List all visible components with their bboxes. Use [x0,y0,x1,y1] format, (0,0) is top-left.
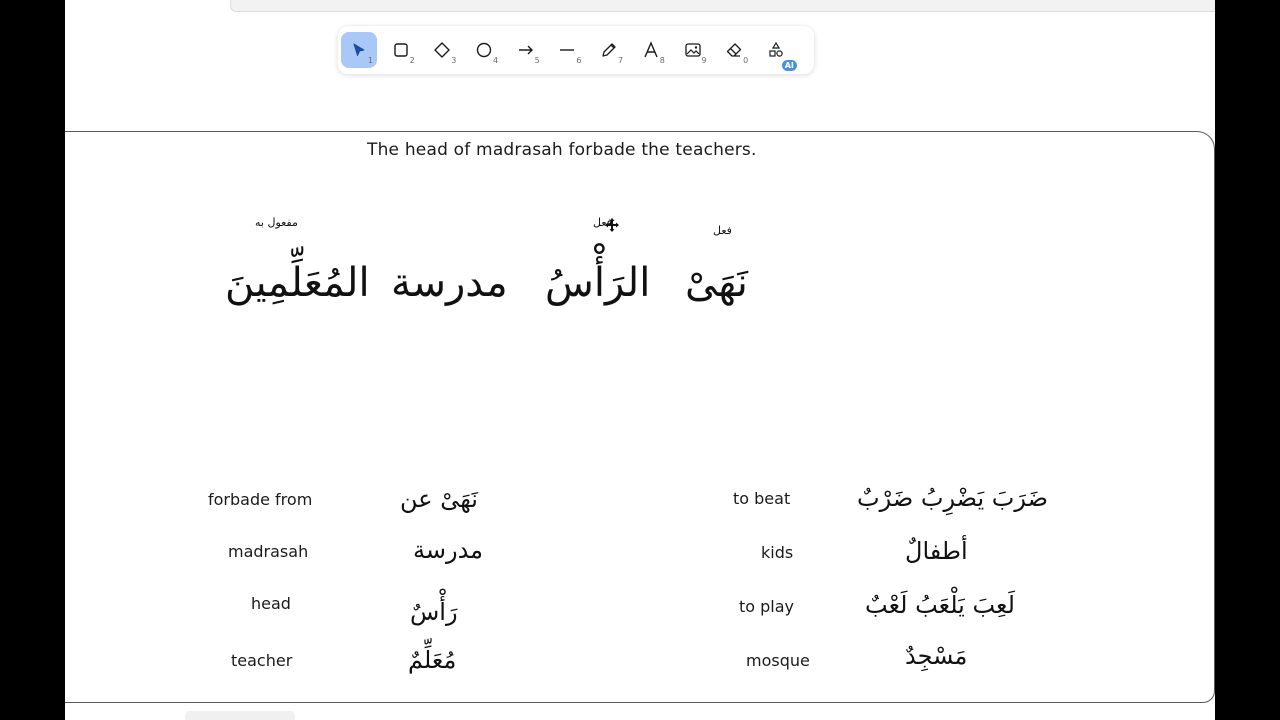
vocab-right-en-2[interactable]: to play [739,597,795,616]
vocab-right-ar-0[interactable]: ضَرَبَ يَضْرِبُ ضَرْبٌ [857,484,1049,512]
vocab-left-ar-2[interactable]: رَأْسٌ [410,598,458,626]
word-madrasah[interactable]: مدرسة [391,260,508,306]
vocab-right-en-1[interactable]: kids [761,543,794,562]
ellipse-icon [475,41,493,59]
arrow-tool[interactable]: 5 [508,32,544,68]
vocab-left-ar-1[interactable]: مدرسة [413,536,484,564]
text-icon [642,41,660,59]
drawing-toolbar [338,26,814,74]
top-bar [230,0,1215,12]
selection-tool[interactable]: 1 [341,32,377,68]
label-faail[interactable]: فعل [593,216,612,229]
word-teachers[interactable]: المُعَلِّمِينَ [225,260,370,306]
image-tool[interactable]: 9 [675,32,711,68]
bottom-panel-tab [185,711,295,720]
ellipse-tool[interactable]: 4 [466,32,502,68]
arrow-icon [517,41,535,59]
pencil-icon [600,41,618,59]
text-tool[interactable]: 8 [633,32,669,68]
english-sentence[interactable]: The head of madrasah forbade the teachers. [367,140,757,160]
move-cursor-icon [605,218,619,232]
vocab-left-en-0[interactable]: forbade from [208,490,313,509]
pointer-icon [350,41,368,59]
draw-tool[interactable]: 7 [591,32,627,68]
rectangle-tool[interactable]: 2 [383,32,419,68]
shapes-icon [767,41,785,59]
vocab-right-en-0[interactable]: to beat [733,489,791,508]
word-verb[interactable]: نَهَىْ [685,260,748,306]
vocab-left-en-3[interactable]: teacher [231,651,293,670]
rectangle-icon [392,41,410,59]
vocab-left-ar-3[interactable]: مُعَلِّمٌ [408,646,457,674]
word-head[interactable]: الرَأْسُ [545,260,651,306]
label-fail[interactable]: فعل [713,224,732,237]
whiteboard-canvas[interactable] [65,0,1215,720]
vocab-left-en-2[interactable]: head [251,594,291,613]
eraser-icon [725,41,743,59]
vocab-right-ar-1[interactable]: أطفالٌ [905,537,968,565]
vocab-left-ar-0[interactable]: نَهَىْ عن [400,485,478,513]
drawing-frame[interactable] [65,131,1215,703]
eraser-tool[interactable]: 0 [716,32,752,68]
vocab-right-en-3[interactable]: mosque [746,651,810,670]
more-shapes-tool[interactable] [758,32,794,68]
label-maful[interactable]: مفعول به [255,216,298,229]
line-tool[interactable]: 6 [549,32,585,68]
diamond-tool[interactable]: 3 [424,32,460,68]
ai-badge: AI [782,60,797,71]
diamond-icon [433,41,451,59]
line-icon [558,41,576,59]
vocab-right-ar-2[interactable]: لَعِبَ يَلْعَبُ لَعْبٌ [865,591,1015,619]
vocab-left-en-1[interactable]: madrasah [228,542,309,561]
image-icon [684,41,702,59]
vocab-right-ar-3[interactable]: مَسْجِدٌ [905,642,968,670]
